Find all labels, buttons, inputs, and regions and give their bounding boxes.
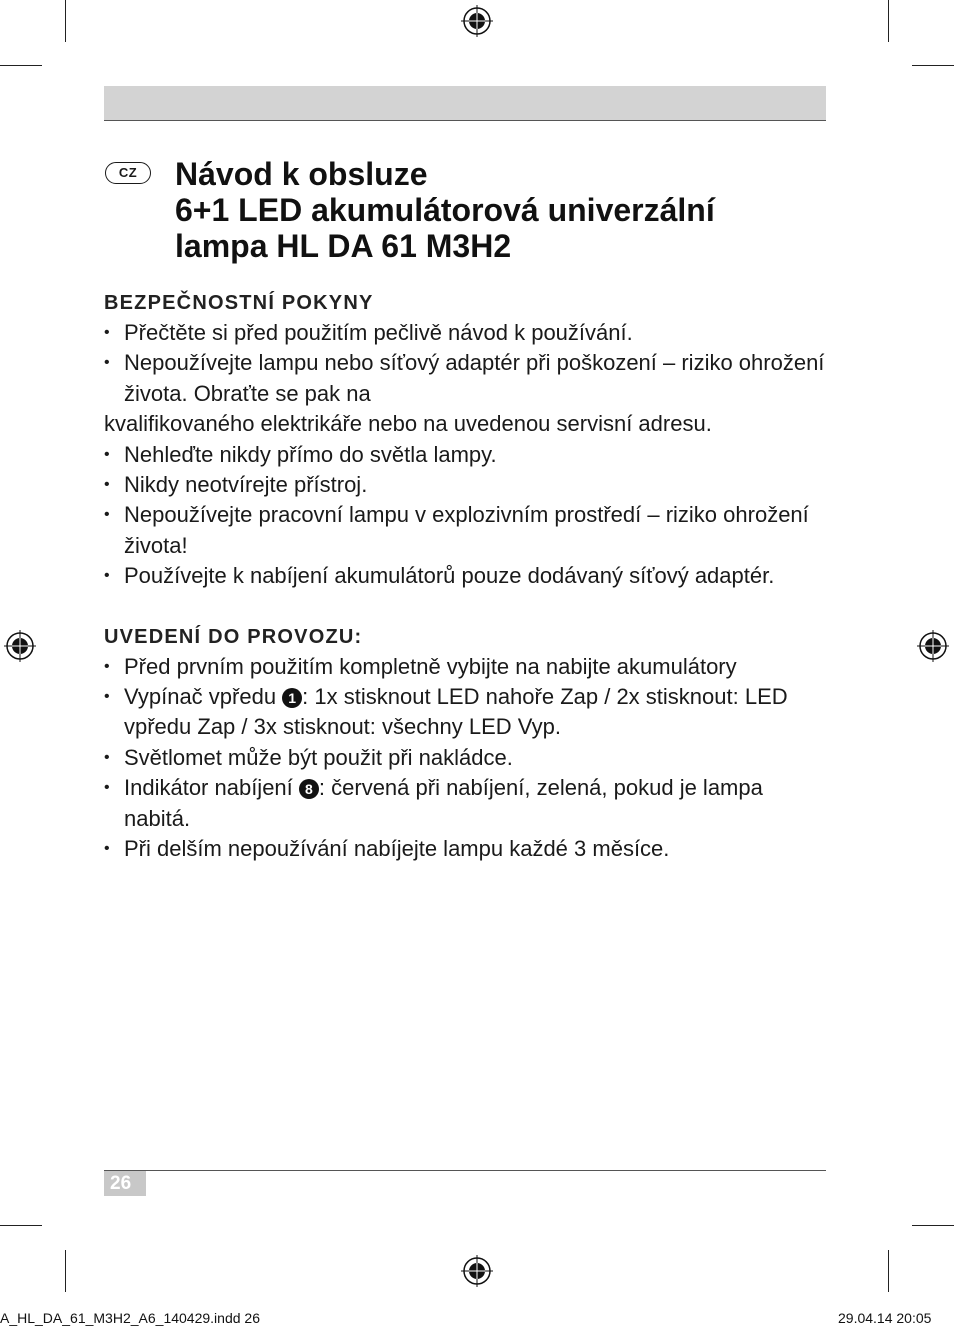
crop-mark xyxy=(888,0,889,42)
list-item: • Nepoužívejte pracovní lampu v explozivním prostředí – riziko ohrožení života! xyxy=(104,500,834,561)
print-slug-file: A_HL_DA_61_M3H2_A6_140429.indd 26 xyxy=(0,1310,260,1326)
section-heading-safety: BEZPEČNOSTNÍ POKYNY xyxy=(104,292,374,314)
figure-marker-icon: 1 xyxy=(282,688,302,708)
header-bar xyxy=(104,86,826,121)
figure-marker-icon: 8 xyxy=(299,779,319,799)
item-text: Vypínač vpředu xyxy=(124,684,283,710)
safety-list-continued xyxy=(104,440,834,592)
list-item: • Nikdy neotvírejte přístroj. xyxy=(104,470,834,500)
item-text: : červená při nabíjení, zelená, pokud je lampa nabitá. xyxy=(124,775,763,831)
safety-list xyxy=(104,318,834,409)
crop-mark xyxy=(65,0,66,42)
crop-mark xyxy=(912,1225,954,1226)
operation-list xyxy=(104,652,834,865)
title-line: 6+1 LED akumulátorová univerzální xyxy=(175,192,715,228)
list-item: • Před prvním použitím kompletně vybijte na nabijte akumulátory xyxy=(104,652,834,682)
registration-mark-icon xyxy=(461,1255,493,1287)
title-line: lampa HL DA 61 M3H2 xyxy=(175,228,512,264)
item-text: : 1x stisknout LED nahoře Zap / 2x stisknout: LED vpředu Zap / 3x stisknout: všechny LED Vyp. xyxy=(124,684,788,740)
list-item xyxy=(104,773,834,834)
section-heading-operation: UVEDENÍ DO PROVOZU: xyxy=(104,625,363,648)
list-item-continuation: kvalifikovaného elektrikáře nebo na uvedenou servisní adresu. xyxy=(104,411,712,437)
list-item: • Nepoužívejte lampu nebo síťový adaptér při poškození – riziko ohrožení života. Obraťte se pak na xyxy=(104,348,834,409)
list-item: • Používejte k nabíjení akumulátorů pouze dodávaný síťový adaptér. xyxy=(104,561,834,591)
page-number: 26 xyxy=(104,1171,146,1196)
crop-mark xyxy=(912,65,954,66)
crop-mark xyxy=(65,1250,66,1292)
registration-mark-icon xyxy=(4,630,36,662)
item-text: Indikátor nabíjení xyxy=(124,775,299,801)
registration-mark-icon xyxy=(917,630,949,662)
registration-mark-icon xyxy=(461,5,493,37)
footer-rule xyxy=(104,1170,826,1171)
title-line: Návod k obsluze xyxy=(175,156,428,192)
manual-content xyxy=(104,288,834,865)
page-title xyxy=(175,156,835,264)
list-item: • Při delším nepoužívání nabíjejte lampu každé 3 měsíce. xyxy=(104,834,834,864)
crop-mark xyxy=(888,1250,889,1292)
print-slug-date: 29.04.14 20:05 xyxy=(838,1310,932,1326)
list-item: • Světlomet může být použit při nakládce. xyxy=(104,743,834,773)
crop-mark xyxy=(0,1225,42,1226)
list-item xyxy=(104,682,834,743)
list-item: • Nehleďte nikdy přímo do světla lampy. xyxy=(104,440,834,470)
language-badge: CZ xyxy=(105,162,151,184)
list-item: • Přečtěte si před použitím pečlivě návod k používání. xyxy=(104,318,834,348)
crop-mark xyxy=(0,65,42,66)
